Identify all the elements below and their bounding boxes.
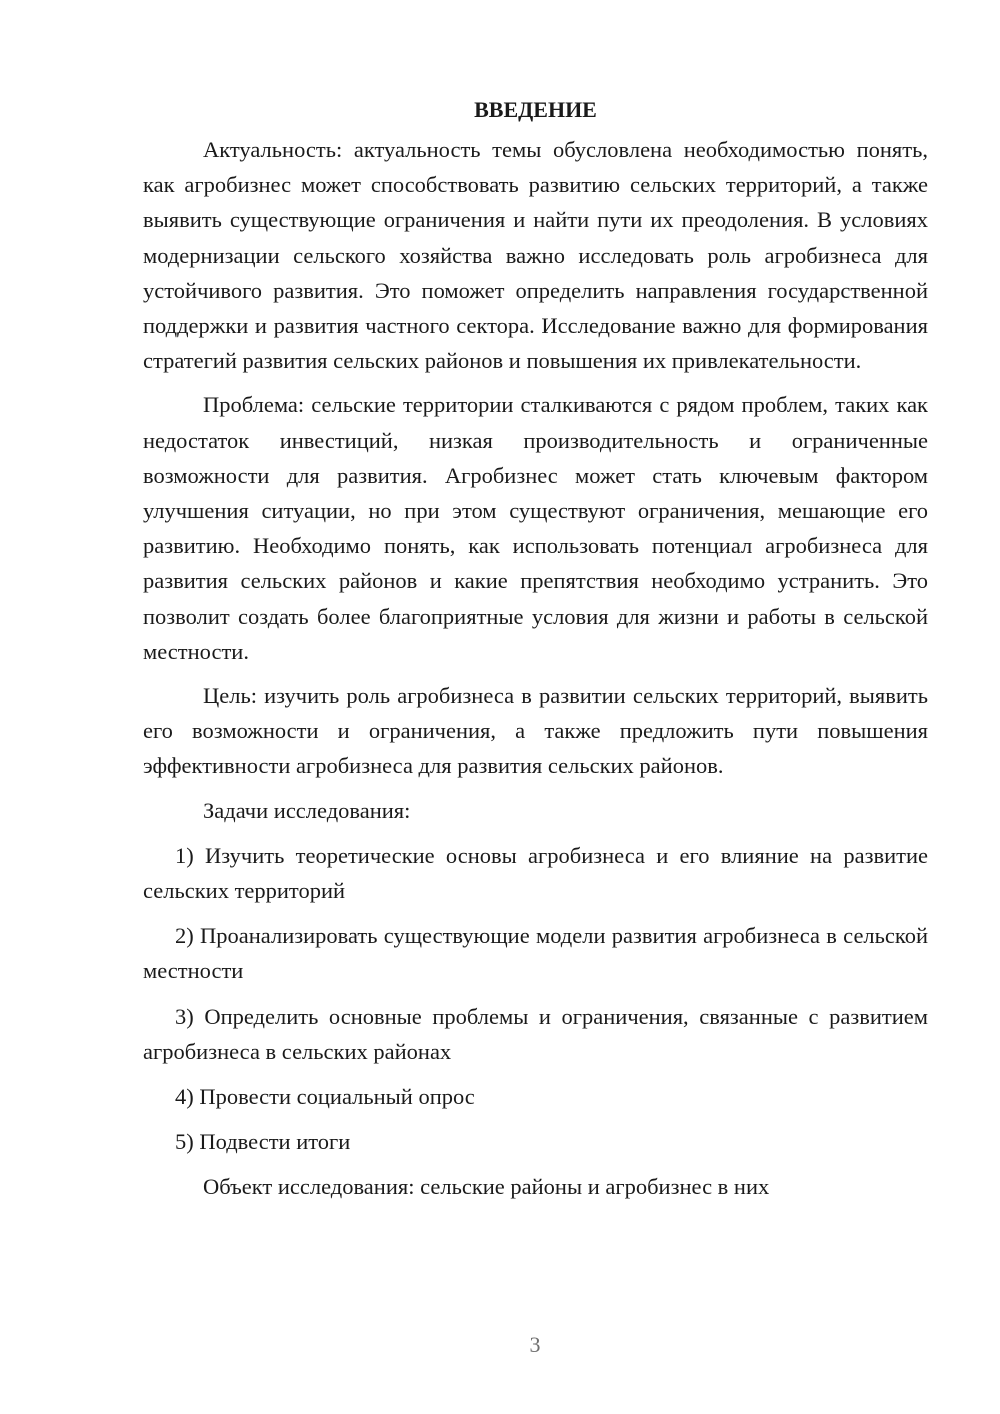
document-page <box>143 92 928 1205</box>
task-item: 2) Проанализировать существующие модели развития агробизнеса в сельской местности <box>143 923 928 984</box>
task-item: 4) Провести социальный опрос <box>175 1084 475 1110</box>
paragraph-problem: Проблема: сельские территории сталкиваются с рядом проблем, таких как недостаток инвестиций, низкая производительность и ограниченные возможности для развития. Агробизнес может стать ключевым фактором улучшения ситуации, но при этом существуют ограничения, мешающие его развитию. Необходимо понять, как использовать потенциал агробизнеса для развития сельских районов и какие препятствия необходимо устранить. Это позволит создать более благоприятные условия для жизни и работы в сельской местности. <box>143 392 928 664</box>
task-item: 5) Подвести итоги <box>175 1129 351 1155</box>
page-number: 3 <box>529 1332 541 1357</box>
task-item: 3) Определить основные проблемы и ограничения, связанные с развитием агробизнеса в сельских районах <box>143 1003 928 1064</box>
section-heading: ВВЕДЕНИЕ <box>474 97 597 122</box>
tasks-list <box>143 838 928 1160</box>
tasks-title: Задачи исследования: <box>203 797 411 823</box>
paragraph-goal: Цель: изучить роль агробизнеса в развитии сельских территорий, выявить его возможности и ограничения, а также предложить пути повышения эффективности агробизнеса для развития сельских районов. <box>143 683 928 779</box>
research-object: Объект исследования: сельские районы и агробизнес в них <box>203 1174 770 1200</box>
task-item: 1) Изучить теоретические основы агробизнеса и его влияние на развитие сельских территорий <box>143 842 928 904</box>
paragraph-relevance: Актуальность: актуальность темы обусловлена необходимостью понять, как агробизнес может способствовать развитию сельских территорий, а также выявить существующие ограничения и найти пути их преодоления. В условиях модернизации сельского хозяйства важно исследовать роль агробизнеса для устойчивого развития. Это поможет определить направления государственной поддержки и развития частного сектора. Исследование важно для формирования стратегий развития сельских районов и повышения их привлекательности. <box>143 137 928 374</box>
